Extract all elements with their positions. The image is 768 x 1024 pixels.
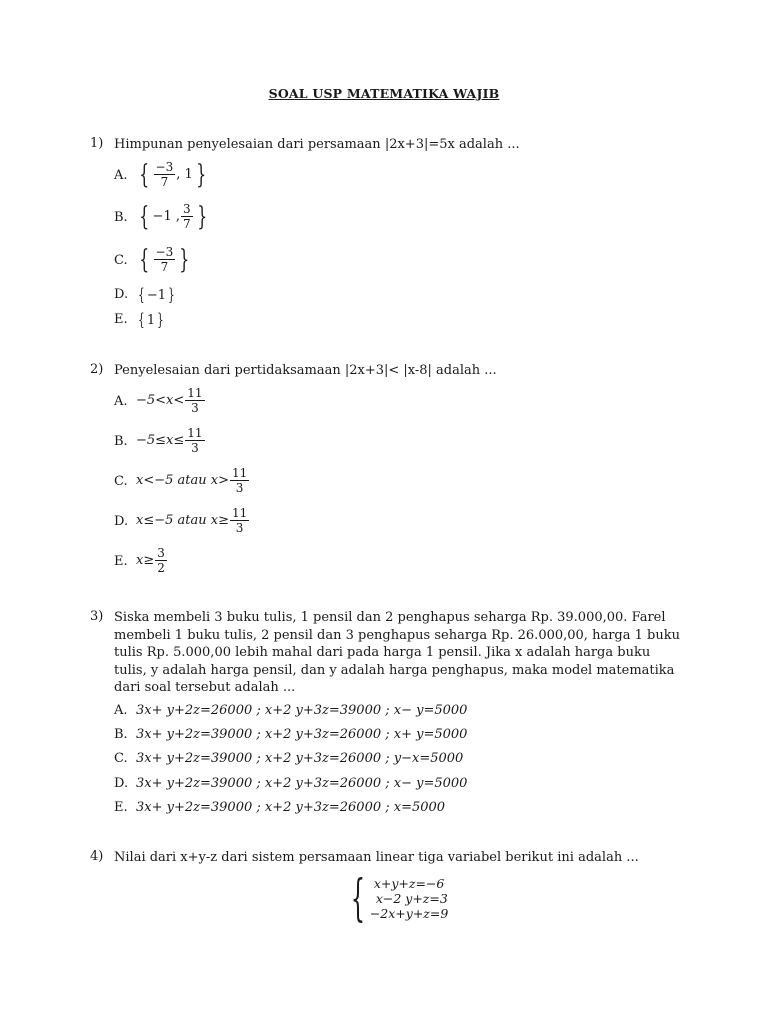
fraction-denominator: 7 [182,217,191,231]
option-expression: x≤−5 atau x≥ [136,513,229,528]
option-content [136,202,210,231]
equation-3: −2x+y+z=9 [369,905,449,921]
option-label: D. [114,776,129,791]
document-title: SOAL USP MATEMATIKA WAJIB [268,86,500,101]
option-content [136,160,209,189]
right-brace: } [196,201,207,232]
right-brace: } [179,244,190,275]
question-number: 2) [90,362,104,377]
option-expression: −5<x< [136,393,185,408]
left-brace: { [139,159,150,190]
left-brace: { [138,310,145,330]
option-label: D. [114,514,129,529]
fraction [154,245,176,274]
option-label: B. [114,434,128,449]
option-expression: 3x+ y+2z=26000 ; x+2 y+3z=39000 ; x− y=5000 [136,703,468,718]
fraction-denominator: 3 [235,521,244,535]
option-value: 1 [146,313,156,328]
fraction [154,160,176,189]
fraction-numerator: 11 [231,466,248,480]
fraction-denominator: 7 [160,175,169,189]
fraction-numerator: −3 [155,245,174,259]
option-content [136,245,193,274]
fraction [230,466,249,495]
left-brace: { [139,201,150,232]
option-expression: x<−5 atau x> [136,473,229,488]
option-expression: 3x+ y+2z=39000 ; x+2 y+3z=26000 ; y−x=5000 [136,751,464,766]
question-text: Himpunan penyelesaian dari persamaan |2x+3|=5x adalah ... [114,137,520,152]
question-number: 1) [90,136,104,151]
option-label: E. [114,800,128,815]
option-label: B. [114,727,128,742]
option-expression: x≥ [136,553,155,568]
fraction-numerator: 3 [157,546,165,560]
option-label: A. [114,168,128,183]
equation-system [342,869,449,927]
fraction-denominator: 3 [191,401,199,415]
fraction [155,546,167,575]
right-brace: } [157,310,164,330]
question-number: 4) [90,849,104,864]
fraction [185,386,204,415]
equation-2: x−2 y+z=3 [375,890,448,906]
fraction-numerator: 11 [187,426,203,440]
option-content [136,312,166,329]
fraction-numerator: 3 [182,202,191,216]
right-brace: } [196,159,207,190]
fraction [230,506,249,535]
option-label: D. [114,287,129,302]
fraction-numerator: −3 [155,160,174,174]
left-brace: { [139,244,150,275]
option-label: A. [114,394,128,409]
option-content [136,466,250,495]
fraction-denominator: 3 [191,441,199,455]
option-label: E. [114,312,128,327]
system-brace: { [350,869,366,927]
option-content [136,546,168,575]
fraction-denominator: 7 [160,260,169,274]
fraction-numerator: 11 [231,506,248,520]
option-content [136,506,250,535]
equation-1: x+y+z=−6 [373,875,445,891]
option-rest: , 1 [176,167,193,182]
fraction-denominator: 3 [235,481,244,495]
fraction [185,426,204,455]
option-content [136,386,206,415]
option-label: C. [114,751,128,766]
question-text: Penyelesaian dari pertidaksamaan |2x+3|< |x-8| adalah ... [114,363,497,378]
left-brace: { [138,285,145,305]
option-expression: −5≤x≤ [136,433,185,448]
option-label: A. [114,703,128,718]
option-lead: −1 , [152,209,180,224]
option-content [136,426,206,455]
fraction [181,202,193,231]
option-expression: 3x+ y+2z=39000 ; x+2 y+3z=26000 ; x+ y=5000 [136,727,468,742]
option-label: C. [114,253,128,268]
option-content [136,287,177,304]
option-label: E. [114,554,128,569]
right-brace: } [168,285,175,305]
option-label: B. [114,210,128,225]
fraction-denominator: 2 [157,561,165,575]
option-value: −1 [146,288,166,303]
question-text: Siska membeli 3 buku tulis, 1 pensil dan 2 penghapus seharga Rp. 39.000,00. Farel membeli 1 buku tulis, 2 pensil dan 3 penghapus seharga Rp. 26.000,00, harga 1 buku tulis Rp. 5.000,00 lebih mahal dari pada harga 1 pensil. Jika x adalah harga buku tulis, y adalah harga pensil, dan y adalah harga penghapus, maka model matematika dari soal tersebut adalah ... [114,610,680,695]
system-lines [370,876,449,921]
option-expression: 3x+ y+2z=39000 ; x+2 y+3z=26000 ; x− y=5000 [136,776,468,791]
fraction-numerator: 11 [187,386,203,400]
question-text: Nilai dari x+y-z dari sistem persamaan linear tiga variabel berikut ini adalah ... [114,850,639,865]
question-number: 3) [90,609,104,624]
option-expression: 3x+ y+2z=39000 ; x+2 y+3z=26000 ; x=5000 [136,800,446,815]
option-label: C. [114,474,128,489]
